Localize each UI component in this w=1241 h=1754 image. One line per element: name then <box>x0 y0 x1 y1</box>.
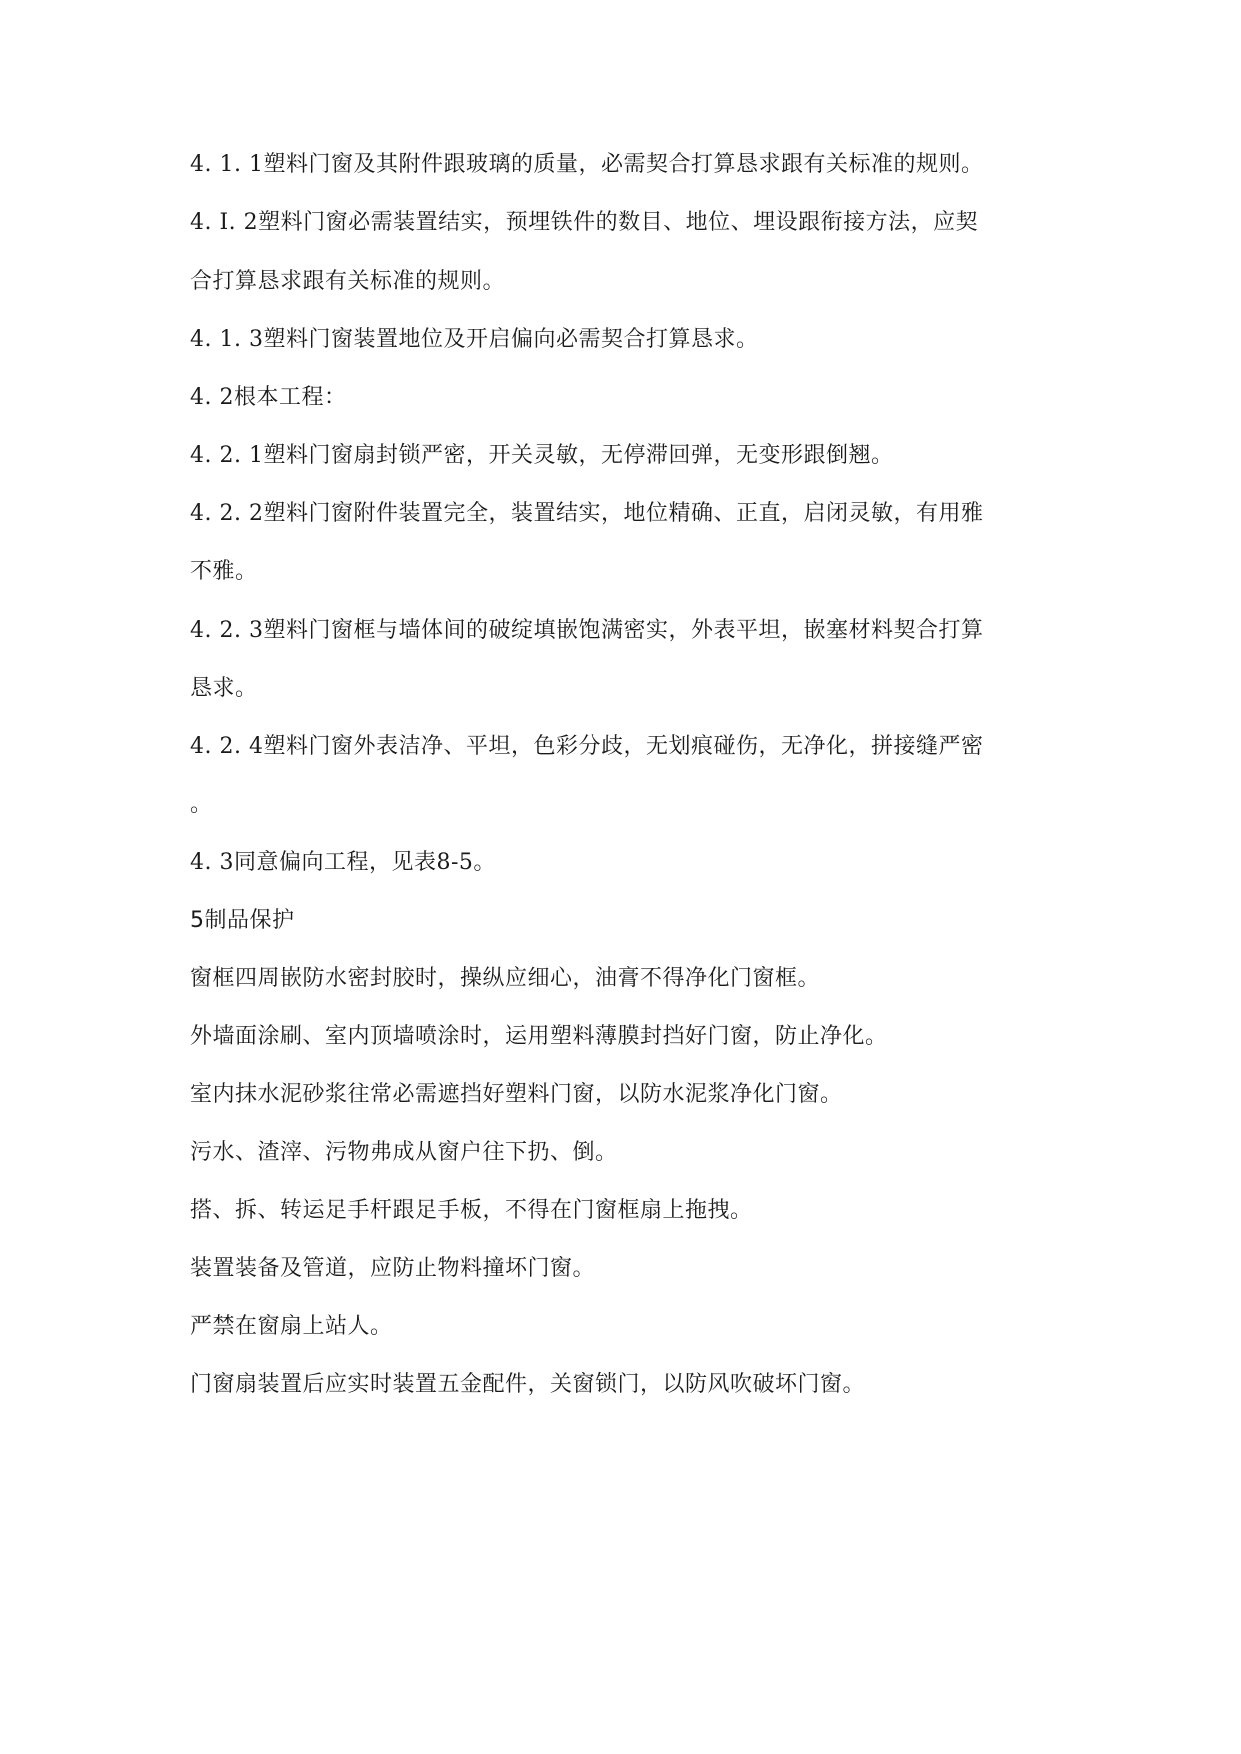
text-line-4-2-4-cont: 。 <box>190 792 213 817</box>
text-line-4-2-3-cont: 恳求。 <box>190 676 258 701</box>
text-line-4-2-4: 4. 2. 4塑料门窗外表洁净、平坦，色彩分歧，无划痕碰伤，无净化，拼接缝严密 <box>190 734 984 759</box>
section-heading-5: 5制品保护 <box>190 908 295 933</box>
text-line-protect-7: 严禁在窗扇上站人。 <box>190 1314 393 1339</box>
text-line-4-1-2: 4. I. 2塑料门窗必需装置结实，预埋铁件的数目、地位、埋设跟衔接方法，应契 <box>190 210 979 235</box>
text-line-protect-1: 窗框四周嵌防水密封胶时，操纵应细心，油膏不得净化门窗框。 <box>190 966 821 991</box>
text-line-protect-4: 污水、渣滓、污物弗成从窗户往下扔、倒。 <box>190 1140 618 1165</box>
text-line-protect-3: 室内抹水泥砂浆往常必需遮挡好塑料门窗，以防水泥浆净化门窗。 <box>190 1082 843 1107</box>
text-line-4-3: 4. 3同意偏向工程，见表8-5。 <box>190 850 496 875</box>
text-line-protect-5: 搭、拆、转运足手杆跟足手板，不得在门窗框扇上拖拽。 <box>190 1198 753 1223</box>
text-line-4-1-2-cont: 合打算恳求跟有关标准的规则。 <box>190 269 506 294</box>
text-line-4-2-3: 4. 2. 3塑料门窗框与墙体间的破绽填嵌饱满密实，外表平坦，嵌塞材料契合打算 <box>190 618 984 643</box>
text-line-4-1-1: 4. 1. 1塑料门窗及其附件跟玻璃的质量，必需契合打算恳求跟有关标准的规则。 <box>190 152 984 177</box>
text-line-4-2: 4. 2根本工程： <box>190 385 347 410</box>
text-line-4-2-2-cont: 不雅。 <box>190 559 258 584</box>
text-line-protect-6: 装置装备及管道，应防止物料撞坏门窗。 <box>190 1256 596 1281</box>
text-line-4-2-2: 4. 2. 2塑料门窗附件装置完全，装置结实，地位精确、正直，启闭灵敏，有用雅 <box>190 501 984 526</box>
text-line-4-1-3: 4. 1. 3塑料门窗装置地位及开启偏向必需契合打算恳求。 <box>190 327 759 352</box>
text-line-protect-2: 外墙面涂刷、室内顶墙喷涂时，运用塑料薄膜封挡好门窗，防止净化。 <box>190 1024 888 1049</box>
text-line-4-2-1: 4. 2. 1塑料门窗扇封锁严密，开关灵敏，无停滞回弹，无变形跟倒翘。 <box>190 443 894 468</box>
text-line-protect-8: 门窗扇装置后应实时装置五金配件，关窗锁门，以防风吹破坏门窗。 <box>190 1372 866 1397</box>
